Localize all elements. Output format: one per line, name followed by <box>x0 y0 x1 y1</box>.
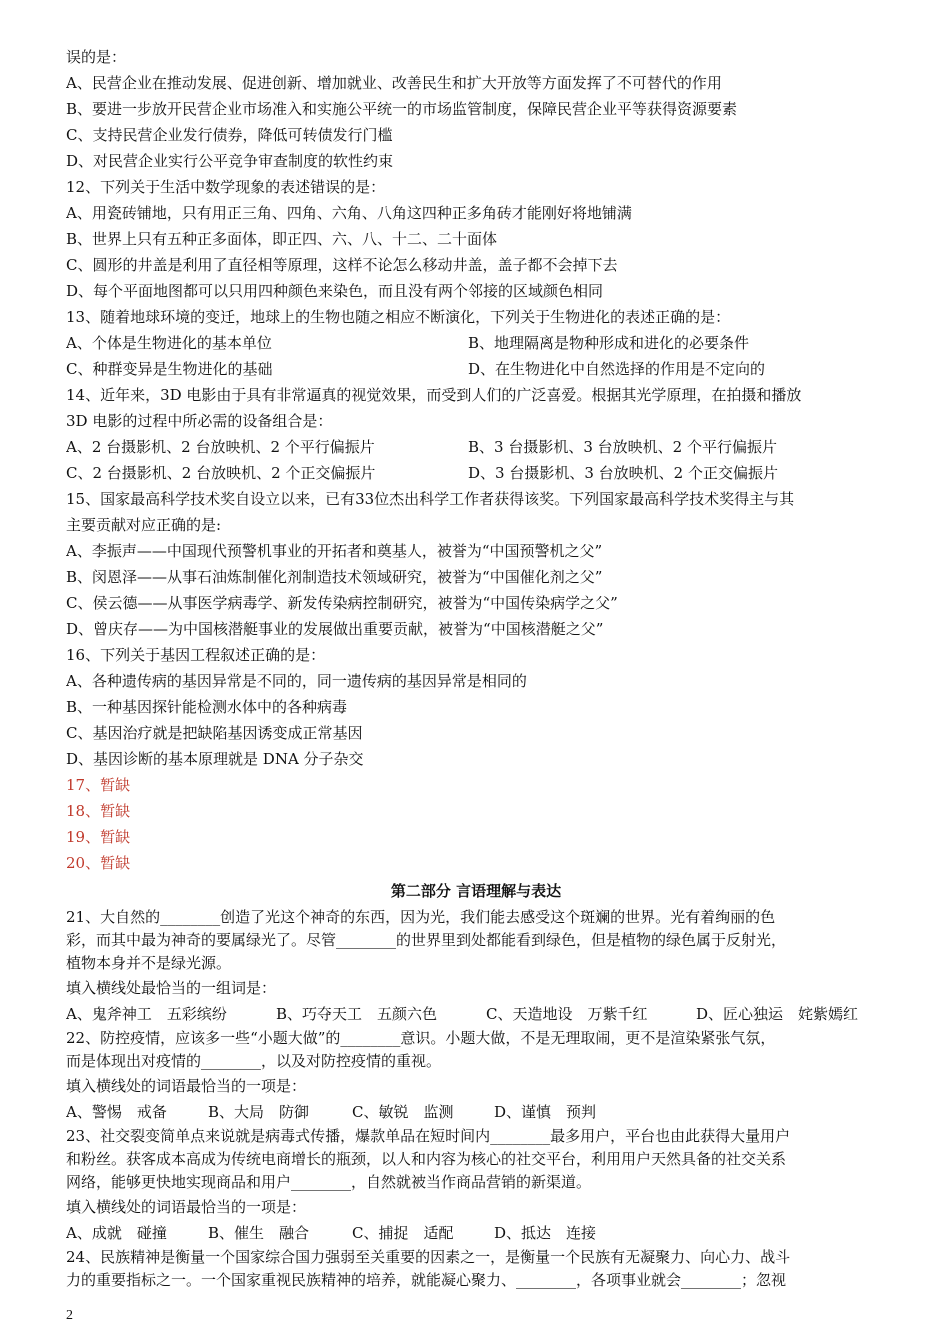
q21-stem-line-2: 彩，而其中最为神奇的要属绿光了。尽管________的世界里到处都能看到绿色，但是植物的绿色属于反射光， <box>66 931 787 949</box>
q23-options <box>66 1220 886 1246</box>
q22-stem-line-2: 而是体现出对疫情的________，以及对防控疫情的重视。 <box>66 1052 442 1070</box>
q20-missing: 20、暂缺 <box>66 854 131 872</box>
q15-option-a: A、李振声——中国现代预警机事业的开拓者和奠基人，被誉为“中国预警机之父” <box>66 542 603 560</box>
q17-missing: 17、暂缺 <box>66 776 131 794</box>
q18-missing: 18、暂缺 <box>66 802 131 820</box>
q13-option-c: C、种群变异是生物进化的基础 <box>66 360 273 378</box>
q13-stem: 13、随着地球环境的变迁，地球上的生物也随之相应不断演化，下列关于生物进化的表述正确的是： <box>66 308 731 326</box>
q16-option-d: D、基因诊断的基本原理就是 DNA 分子杂交 <box>66 750 364 768</box>
q16-option-a: A、各种遗传病的基因异常是不同的，同一遗传病的基因异常是相同的 <box>66 672 527 690</box>
q23-stem-line-1: 23、社交裂变简单点来说就是病毒式传播，爆款单品在短时间内________最多用户，平台也由此获得大量用户 <box>66 1127 791 1145</box>
q14-option-b: B、3 台摄影机、3 台放映机、2 个平行偏振片 <box>468 438 777 456</box>
q11-option-b: B、要进一步放开民营企业市场准入和实施公平统一的市场监管制度，保障民营企业平等获得资源要素 <box>66 100 738 118</box>
q23-option-d: D、抵达 连接 <box>494 1224 597 1242</box>
q14-option-c: C、2 台摄影机、2 台放映机、2 个正交偏振片 <box>66 464 376 482</box>
q16-option-c: C、基因治疗就是把缺陷基因诱变成正常基因 <box>66 724 363 742</box>
q12-option-d: D、每个平面地图都可以只用四种颜色来染色，而且没有两个邻接的区域颜色相同 <box>66 282 604 300</box>
q15-stem-line-1: 15、国家最高科学技术奖自设立以来，已有33位杰出科学工作者获得该奖。下列国家最高科学技术奖得主与其 <box>66 490 795 508</box>
q21-option-b: B、巧夺天工 五颜六色 <box>276 1005 438 1023</box>
page-number: 2 <box>66 1308 73 1323</box>
q14-options-row-1 <box>66 434 886 460</box>
q11-stem-tail: 误的是： <box>66 48 127 66</box>
q11-option-c: C、支持民营企业发行债券，降低可转债发行门槛 <box>66 126 393 144</box>
q21-options <box>66 1001 886 1027</box>
q24-stem-line-2: 力的重要指标之一。一个国家重视民族精神的培养，就能凝心聚力、________，各项事业就会________；忽视 <box>66 1271 787 1289</box>
q11-option-a: A、民营企业在推动发展、促进创新、增加就业、改善民生和扩大开放等方面发挥了不可替代的作用 <box>66 74 722 92</box>
q23-option-a: A、成就 碰撞 <box>66 1224 167 1242</box>
q13-option-a: A、个体是生物进化的基本单位 <box>66 334 272 352</box>
q16-option-b: B、一种基因探针能检测水体中的各种病毒 <box>66 698 348 716</box>
q21-stem-line-1: 21、大自然的________创造了光这个神奇的东西，因为光，我们能去感受这个斑斓的世界。光有着绚丽的色 <box>66 908 776 926</box>
q23-option-c: C、捕捉 适配 <box>352 1224 454 1242</box>
q11-option-d: D、对民营企业实行公平竞争审查制度的软性约束 <box>66 152 394 170</box>
q22-option-b: B、大局 防御 <box>208 1103 310 1121</box>
q14-options-row-2 <box>66 460 886 486</box>
q14-option-a: A、2 台摄影机、2 台放映机、2 个平行偏振片 <box>66 438 375 456</box>
q13-option-b: B、地理隔离是物种形成和进化的必要条件 <box>468 334 750 352</box>
q14-stem-line-2: 3D 电影的过程中所必需的设备组合是： <box>66 412 333 430</box>
q14-option-d: D、3 台摄影机、3 台放映机、2 个正交偏振片 <box>468 464 778 482</box>
q23-prompt: 填入横线处的词语最恰当的一项是： <box>66 1198 307 1216</box>
q13-options-row-1 <box>66 330 886 356</box>
q21-option-c: C、天造地设 万紫千红 <box>486 1005 648 1023</box>
q21-option-d: D、匠心独运 姹紫嫣红 <box>696 1005 859 1023</box>
q23-stem-line-3: 网络，能够更快地实现商品和用户________，自然就被当作商品营销的新渠道。 <box>66 1173 592 1191</box>
q15-option-d: D、曾庆存——为中国核潜艇事业的发展做出重要贡献，被誉为“中国核潜艇之父” <box>66 620 604 638</box>
section-2-title: 第二部分 言语理解与表达 <box>390 882 562 900</box>
page-content <box>66 44 886 1292</box>
q22-options <box>66 1099 886 1125</box>
q15-option-b: B、闵恩泽——从事石油炼制催化剂制造技术领域研究，被誉为“中国催化剂之父” <box>66 568 603 586</box>
q12-option-a: A、用瓷砖铺地，只有用正三角、四角、六角、八角这四种正多角砖才能刚好将地铺满 <box>66 204 632 222</box>
q22-option-c: C、敏锐 监测 <box>352 1103 454 1121</box>
q23-option-b: B、催生 融合 <box>208 1224 310 1242</box>
q12-option-c: C、圆形的井盖是利用了直径相等原理，这样不论怎么移动井盖，盖子都不会掉下去 <box>66 256 618 274</box>
q23-stem-line-2: 和粉丝。获客成本高成为传统电商增长的瓶颈，以人和内容为核心的社交平台，利用用户天然具备的社交关系 <box>66 1150 787 1168</box>
q22-option-a: A、警惕 戒备 <box>66 1103 167 1121</box>
q22-stem-line-1: 22、防控疫情，应该多一些“小题大做”的________意识。小题大做，不是无理取闹，更不是渲染紧张气氛， <box>66 1029 776 1047</box>
q21-stem-line-3: 植物本身并不是绿光源。 <box>66 954 232 972</box>
q12-stem: 12、下列关于生活中数学现象的表述错误的是： <box>66 178 386 196</box>
q15-option-c: C、侯云德——从事医学病毒学、新发传染病控制研究，被誉为“中国传染病学之父” <box>66 594 618 612</box>
q13-option-d: D、在生物进化中自然选择的作用是不定向的 <box>468 360 766 378</box>
q13-options-row-2 <box>66 356 886 382</box>
q21-prompt: 填入横线处最恰当的一组词是： <box>66 979 277 997</box>
q22-option-d: D、谨慎 预判 <box>494 1103 597 1121</box>
q12-option-b: B、世界上只有五种正多面体，即正四、六、八、十二、二十面体 <box>66 230 498 248</box>
q14-stem-line-1: 14、近年来，3D 电影由于具有非常逼真的视觉效果，而受到人们的广泛喜爱。根据其光学原理，在拍摄和播放 <box>66 386 802 404</box>
q19-missing: 19、暂缺 <box>66 828 131 846</box>
q22-prompt: 填入横线处的词语最恰当的一项是： <box>66 1077 307 1095</box>
q21-option-a: A、鬼斧神工 五彩缤纷 <box>66 1005 227 1023</box>
q16-stem: 16、下列关于基因工程叙述正确的是： <box>66 646 326 664</box>
q15-stem-line-2: 主要贡献对应正确的是: <box>66 516 222 534</box>
q24-stem-line-1: 24、民族精神是衡量一个国家综合国力强弱至关重要的因素之一，是衡量一个民族有无凝聚力、向心力、战斗 <box>66 1248 791 1266</box>
